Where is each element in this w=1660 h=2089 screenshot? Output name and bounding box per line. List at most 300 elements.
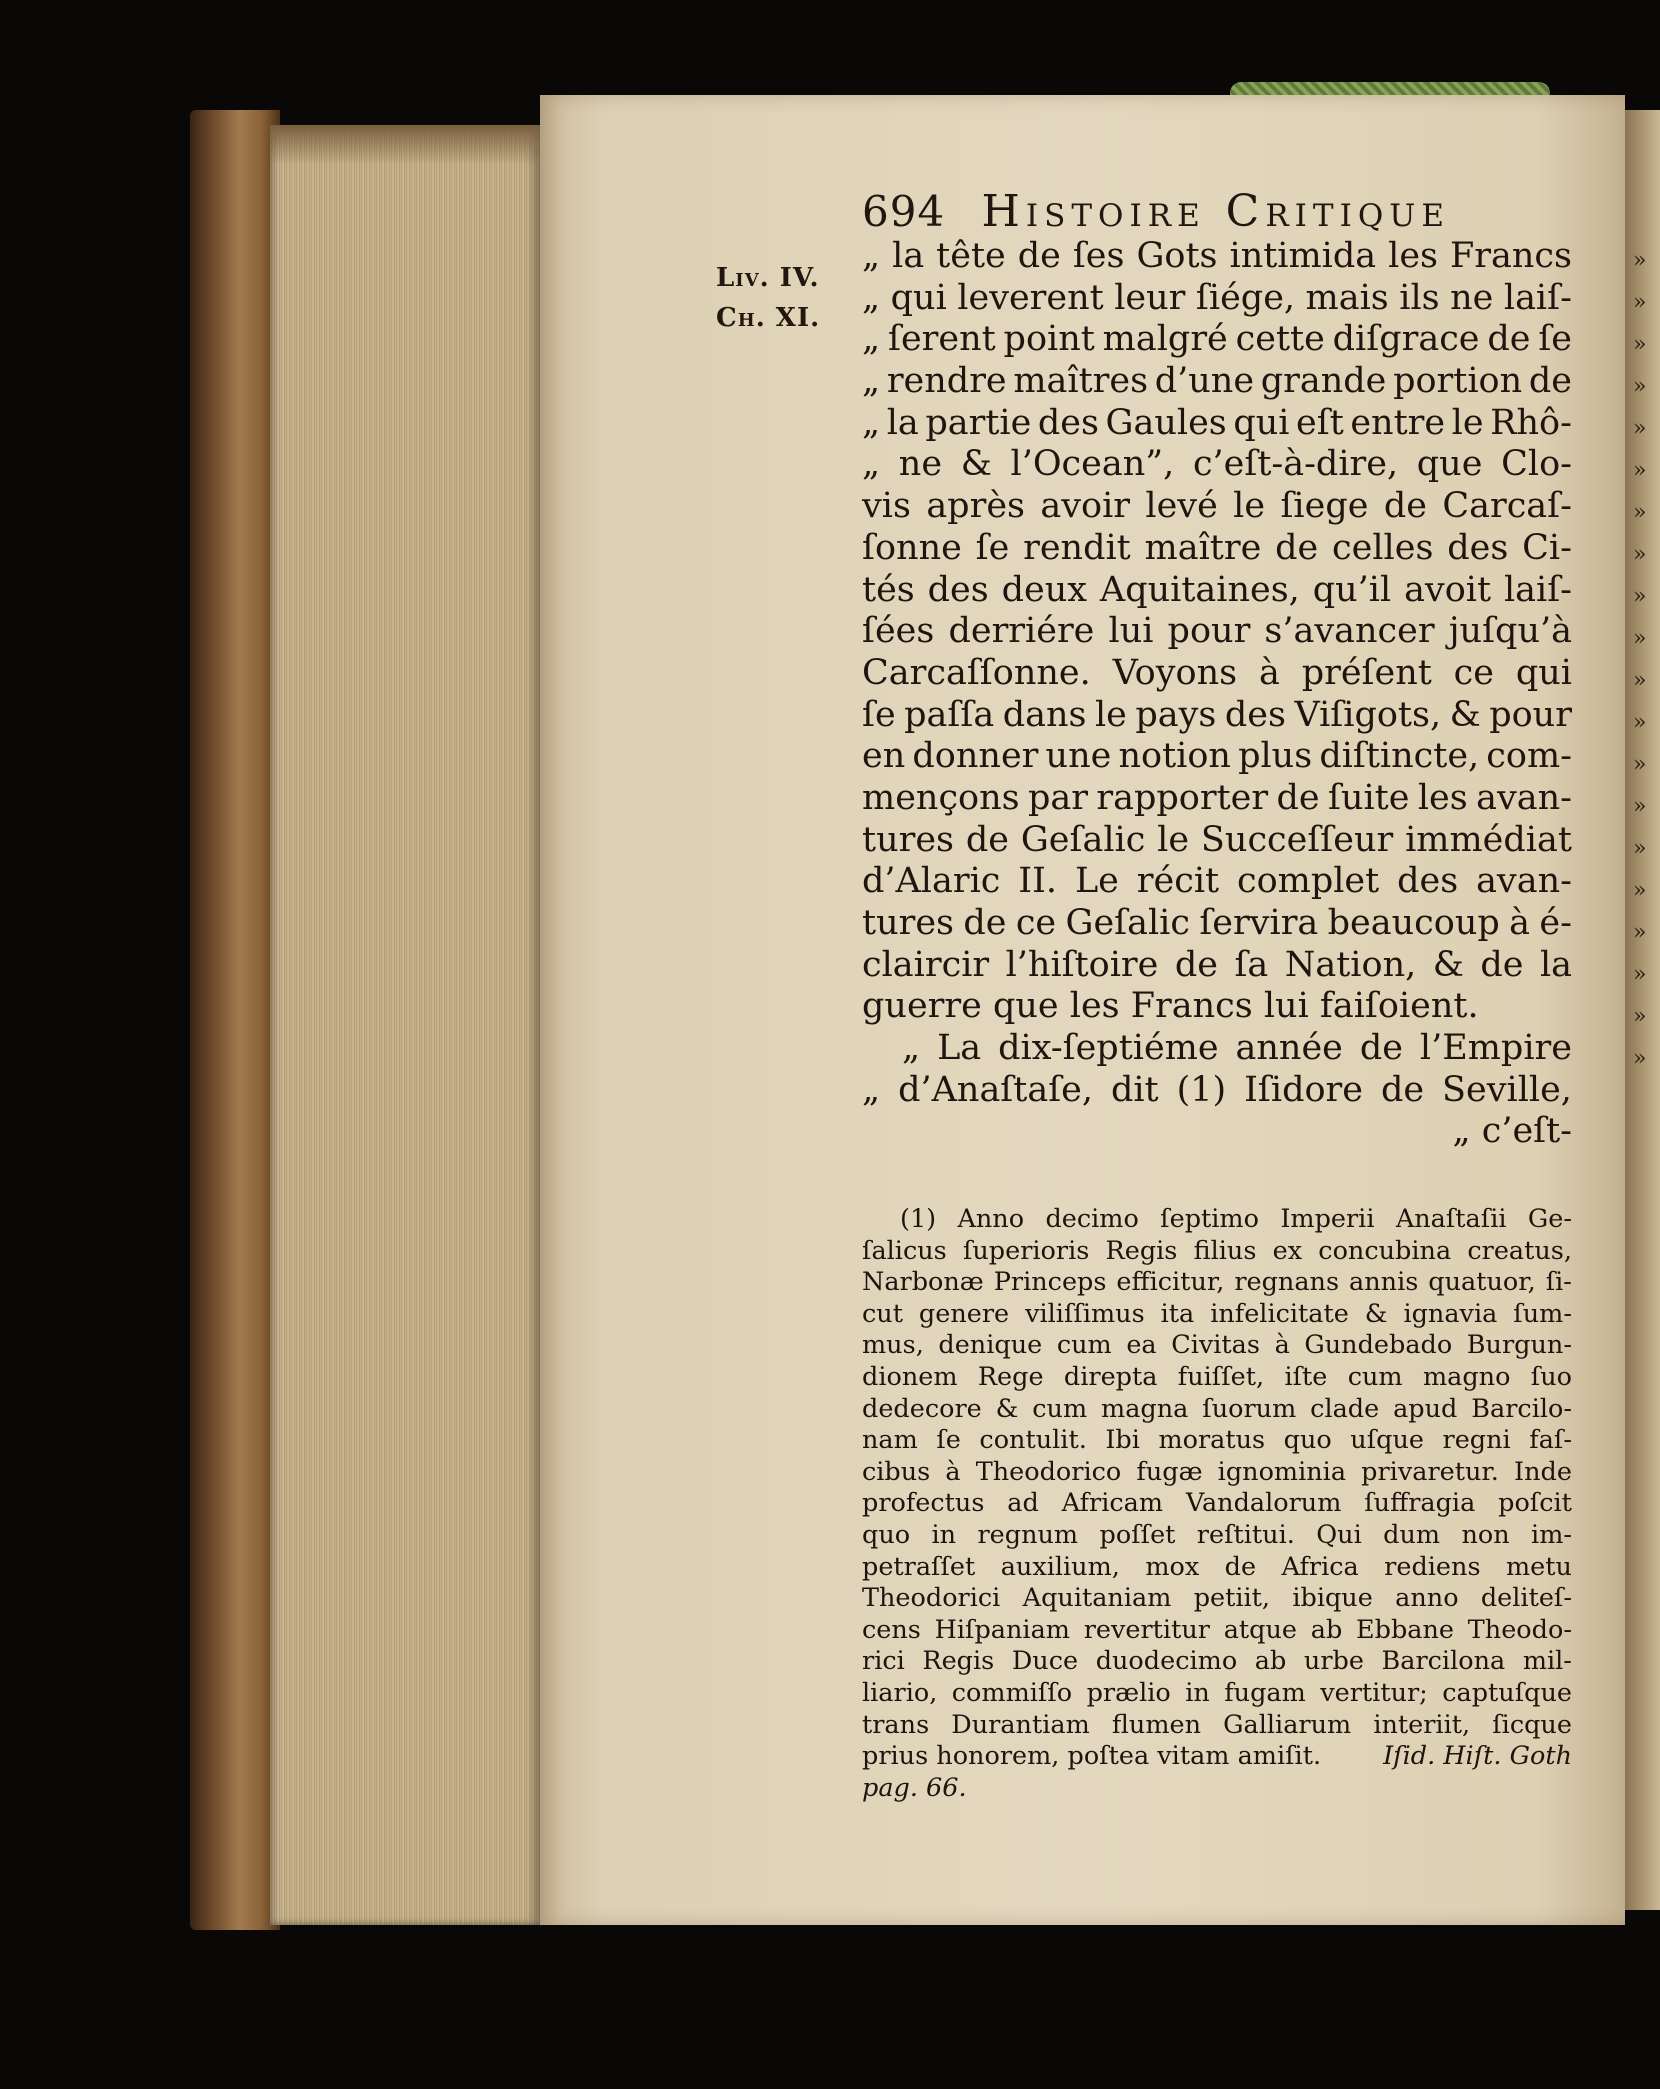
word: trans xyxy=(862,1709,930,1740)
footnote-citation-page: pag. 66. xyxy=(862,1772,967,1803)
word: contulit. xyxy=(979,1425,1087,1456)
word: en xyxy=(862,736,906,777)
text-line xyxy=(862,486,1572,528)
word: Gundebado xyxy=(1304,1330,1453,1361)
word: ſi- xyxy=(1545,1267,1572,1298)
word: Aquitaniam xyxy=(1022,1583,1172,1614)
word: grande xyxy=(1260,361,1387,402)
word: cut xyxy=(862,1298,903,1329)
word: le xyxy=(1233,486,1266,527)
text-line xyxy=(862,1583,1572,1615)
word: ſuorum xyxy=(1202,1393,1297,1424)
word: de xyxy=(1528,361,1572,402)
text-line xyxy=(862,1070,1572,1112)
word: la xyxy=(1539,944,1572,985)
word: Princeps xyxy=(993,1267,1107,1298)
word: Seville, xyxy=(1442,1069,1572,1110)
word: ſeptimo xyxy=(1160,1204,1259,1234)
word: moratus xyxy=(1158,1425,1266,1456)
word: pour xyxy=(1167,611,1251,652)
word: Regis xyxy=(922,1646,995,1677)
word: Voyons xyxy=(1112,652,1238,693)
marginal-book: Liv. IV. xyxy=(716,263,820,293)
footnote-line xyxy=(862,1741,1572,1773)
word: & xyxy=(960,444,992,485)
word: des xyxy=(1224,694,1286,735)
word: de xyxy=(1174,944,1218,985)
word: duodecimo xyxy=(1095,1646,1238,1677)
word: ſiege xyxy=(1280,486,1369,527)
text-line xyxy=(862,528,1572,570)
word: mox xyxy=(1145,1551,1200,1582)
word: avan- xyxy=(1476,861,1572,902)
word: dionem xyxy=(862,1361,958,1392)
word: laiſ- xyxy=(1503,277,1572,318)
word: Vandalorum xyxy=(1185,1488,1342,1519)
word: préſent xyxy=(1301,652,1432,693)
word: Africa xyxy=(1281,1551,1359,1582)
word: ſum- xyxy=(1513,1298,1572,1329)
word: Durantiam xyxy=(951,1709,1090,1740)
word: derriére xyxy=(948,611,1095,652)
word: quo xyxy=(862,1519,911,1550)
word: Francs xyxy=(1450,236,1572,276)
word: nam xyxy=(862,1425,918,1456)
word: efficitur, xyxy=(1116,1267,1225,1298)
word: des xyxy=(1397,861,1459,902)
footnote xyxy=(862,1204,1572,1804)
quote-mark: » xyxy=(1633,878,1647,903)
word: Inde xyxy=(1514,1456,1572,1487)
word: notion xyxy=(1118,736,1231,777)
word: de xyxy=(1480,944,1524,985)
word: Ebbane xyxy=(1356,1614,1455,1645)
word: Carcaſ- xyxy=(1442,486,1572,527)
text-line xyxy=(862,736,1572,778)
word: point xyxy=(1003,319,1095,360)
word: & xyxy=(1449,694,1481,735)
word: direpta xyxy=(1063,1361,1158,1392)
word: des xyxy=(927,569,989,610)
word: fugæ xyxy=(1136,1456,1203,1487)
text-line xyxy=(862,444,1572,486)
word: de xyxy=(965,819,1009,860)
text-line xyxy=(862,1267,1572,1299)
word: avoit xyxy=(1404,569,1492,610)
word: leverent xyxy=(957,277,1104,318)
word: que xyxy=(1416,444,1483,485)
word: La xyxy=(937,1028,982,1069)
text-line xyxy=(862,1520,1572,1552)
word: ſe xyxy=(862,694,896,735)
word: Ge- xyxy=(1527,1204,1572,1234)
word: deux xyxy=(1001,569,1088,610)
text-line xyxy=(862,1678,1572,1710)
word: Iſidore xyxy=(1244,1069,1364,1110)
word: commiſſo xyxy=(951,1677,1073,1708)
word: genere xyxy=(918,1298,1010,1329)
word: ſalicus xyxy=(862,1235,947,1266)
word: diſgrace xyxy=(1332,319,1480,360)
word: ne xyxy=(898,444,943,485)
word: Anno xyxy=(957,1204,1025,1234)
word: juſqu’à xyxy=(1448,611,1572,652)
word: plus xyxy=(1238,736,1313,777)
word: cum xyxy=(1032,1393,1088,1424)
word: decimo xyxy=(1045,1204,1139,1234)
text-line xyxy=(862,1552,1572,1584)
word: regni xyxy=(1442,1425,1511,1456)
word: ſes xyxy=(1072,236,1125,276)
quote-mark: » xyxy=(1633,416,1647,441)
word: maîtres xyxy=(1013,361,1149,402)
word: Anaſtaſii xyxy=(1395,1204,1507,1234)
quote-mark: » xyxy=(1633,458,1647,483)
word: Geſalic xyxy=(1065,903,1190,943)
text-line xyxy=(862,570,1572,612)
word: uſque xyxy=(1350,1425,1424,1456)
word: mais xyxy=(1305,277,1389,318)
word: regnans xyxy=(1234,1267,1340,1298)
word: mus, xyxy=(862,1330,924,1361)
word: Carcaſſonne. xyxy=(862,652,1091,693)
word: ibique xyxy=(1292,1583,1373,1614)
word: Qui xyxy=(1316,1519,1362,1550)
quote-mark: » xyxy=(1633,542,1647,567)
word: ea xyxy=(1126,1330,1157,1361)
text-line xyxy=(862,1028,1572,1070)
word: malgré xyxy=(1102,319,1228,360)
text-line xyxy=(862,1615,1572,1647)
word: avoir xyxy=(1040,486,1131,527)
word: & xyxy=(1432,944,1464,985)
word: ils xyxy=(1399,277,1440,318)
word: quo xyxy=(1283,1425,1332,1456)
word: paſſa xyxy=(904,694,995,735)
word: dum xyxy=(1383,1519,1441,1550)
line-text: guerre que les Francs lui faiſoient. xyxy=(862,986,1479,1027)
word: ſe xyxy=(975,527,1010,568)
word: mençons xyxy=(862,777,1020,818)
text-line xyxy=(862,1457,1572,1489)
word: captuſque xyxy=(1442,1677,1572,1708)
word: filius xyxy=(1193,1235,1257,1266)
word: les xyxy=(1417,777,1468,818)
word: ſa xyxy=(1234,944,1269,985)
quote-mark: » xyxy=(1633,626,1647,651)
word: récit xyxy=(1136,861,1220,902)
word: beaucoup xyxy=(1327,903,1500,943)
word: iſte xyxy=(1284,1361,1328,1392)
word: l’Ocean”, xyxy=(1010,444,1175,485)
word: mil- xyxy=(1522,1646,1572,1677)
text-line xyxy=(862,861,1572,903)
text-line xyxy=(862,611,1572,653)
word: après xyxy=(926,486,1025,527)
word: dedecore xyxy=(862,1393,982,1424)
word: com- xyxy=(1486,736,1572,777)
quote-mark: » xyxy=(1633,668,1647,693)
word: & xyxy=(1364,1298,1388,1329)
word: ſicque xyxy=(1492,1709,1572,1740)
word: é- xyxy=(1539,903,1572,943)
word: interiit, xyxy=(1373,1709,1471,1740)
word: tures xyxy=(862,819,955,860)
word: clade xyxy=(1310,1393,1380,1424)
word: infelicitate xyxy=(1210,1298,1349,1329)
word: „ xyxy=(862,277,881,318)
word: maître xyxy=(1144,527,1262,568)
text-line xyxy=(862,1299,1572,1331)
word: entre xyxy=(1350,402,1446,443)
word: Theodorici xyxy=(862,1583,1001,1614)
word: poſcit xyxy=(1498,1488,1572,1519)
quote-mark: » xyxy=(1633,962,1647,987)
quote-mark: » xyxy=(1633,500,1647,525)
page-number: 694 xyxy=(862,187,946,236)
word: qu’il xyxy=(1312,569,1392,610)
footnote-text: prius honorem, poſtea vitam amiſit. xyxy=(862,1741,1322,1772)
word: tête xyxy=(936,236,1006,276)
word: cum xyxy=(1056,1330,1112,1361)
word: viliſſimus xyxy=(1025,1298,1145,1329)
word: ſuperioris xyxy=(962,1235,1090,1266)
word: ſe xyxy=(936,1425,961,1456)
word: le xyxy=(1094,694,1127,735)
word: revertitur xyxy=(1083,1614,1210,1645)
text-line xyxy=(862,1330,1572,1362)
word: pays xyxy=(1135,694,1217,735)
word: le xyxy=(1451,402,1484,443)
word: c’eſt-à-dire, xyxy=(1192,444,1399,485)
text-line xyxy=(862,695,1572,737)
word: Succeſſeur xyxy=(1200,819,1394,860)
word: qui xyxy=(1233,402,1290,443)
word: de xyxy=(1276,777,1320,818)
word: magna xyxy=(1101,1393,1189,1424)
word: ab xyxy=(1254,1646,1287,1677)
word: ce xyxy=(1453,652,1494,693)
word: atque xyxy=(1223,1614,1297,1645)
word: donner xyxy=(912,736,1039,777)
text-line xyxy=(862,236,1572,278)
word: la xyxy=(892,236,925,276)
word: ſe xyxy=(1538,319,1572,360)
text-line xyxy=(862,361,1572,403)
word: II. xyxy=(1018,861,1058,902)
word: ſiége, xyxy=(1195,277,1296,318)
word: Burgun- xyxy=(1466,1330,1572,1361)
word: à xyxy=(1509,903,1531,943)
word: des xyxy=(1037,402,1099,443)
text-line xyxy=(862,653,1572,695)
word: dit xyxy=(1110,1069,1159,1110)
word: rendre xyxy=(886,361,1007,402)
word: (1) xyxy=(1176,1069,1227,1110)
quote-mark: » xyxy=(1633,1046,1647,1071)
text-line xyxy=(862,820,1572,862)
word: levé xyxy=(1145,486,1218,527)
word: annis xyxy=(1349,1267,1419,1298)
word: Gots xyxy=(1136,236,1218,276)
word: ce xyxy=(1015,903,1057,943)
word: cum xyxy=(1347,1361,1403,1392)
word: ad xyxy=(1007,1488,1039,1519)
quote-mark: » xyxy=(1633,332,1647,357)
word: regnum xyxy=(977,1519,1079,1550)
book-spine xyxy=(190,110,280,1930)
word: Nation, xyxy=(1284,944,1417,985)
word: Aquitaines, xyxy=(1099,569,1300,610)
word: Le xyxy=(1074,861,1119,902)
word: de xyxy=(1017,236,1061,276)
word: Theodorico xyxy=(975,1456,1122,1487)
word: Duce xyxy=(1011,1646,1079,1677)
word: à xyxy=(945,1456,961,1487)
text-line xyxy=(862,903,1572,945)
word: à xyxy=(1274,1330,1290,1361)
word: de xyxy=(1224,1551,1257,1582)
word: Barcilona xyxy=(1381,1646,1506,1677)
text-line xyxy=(862,945,1572,987)
word: par xyxy=(1028,777,1089,818)
word: claircir xyxy=(862,944,990,985)
word: Civitas xyxy=(1171,1330,1260,1361)
word: de xyxy=(963,903,1007,943)
word: ſervira xyxy=(1199,903,1319,943)
word: année xyxy=(1235,1028,1343,1069)
word: „ xyxy=(862,236,881,276)
text-line xyxy=(862,1394,1572,1426)
catchword: „ c’eſt- xyxy=(1452,1111,1572,1152)
word: d’une xyxy=(1154,361,1255,402)
word: Rhô- xyxy=(1490,402,1572,443)
word: tures xyxy=(862,903,955,943)
word: rapporter xyxy=(1096,777,1269,818)
word: privaretur. xyxy=(1361,1456,1499,1487)
word: dans xyxy=(1002,694,1087,735)
word: Viſigots, xyxy=(1294,694,1442,735)
word: ſuo xyxy=(1530,1361,1572,1392)
text-line xyxy=(862,1362,1572,1394)
page-edges xyxy=(270,125,540,1925)
word: anno xyxy=(1395,1583,1459,1614)
quote-mark: » xyxy=(1633,374,1647,399)
word: im- xyxy=(1531,1519,1572,1550)
word: Barcilo- xyxy=(1471,1393,1572,1424)
word: vertitur; xyxy=(1320,1677,1428,1708)
word: avan- xyxy=(1476,777,1572,818)
word: le xyxy=(1157,819,1190,860)
word: creatus, xyxy=(1467,1235,1572,1266)
quote-mark: » xyxy=(1633,584,1647,609)
word: rici xyxy=(862,1646,905,1677)
word: l’Empire xyxy=(1419,1028,1572,1069)
word: pour xyxy=(1489,694,1572,735)
word: liario, xyxy=(862,1677,938,1708)
word: une xyxy=(1045,736,1112,777)
word: profectus xyxy=(862,1488,985,1519)
word: & xyxy=(995,1393,1019,1424)
word: de xyxy=(1380,1069,1425,1110)
word: fuiſſet, xyxy=(1177,1361,1265,1392)
word: concubina xyxy=(1318,1235,1452,1266)
quote-mark: » xyxy=(1633,1004,1647,1029)
word: qui xyxy=(1515,652,1572,693)
word: flumen xyxy=(1111,1709,1202,1740)
word: Narbonæ xyxy=(862,1267,984,1298)
word: non xyxy=(1461,1519,1510,1550)
word: ſuite xyxy=(1327,777,1410,818)
word: (1) xyxy=(900,1204,937,1234)
word: d’Anaſtaſe, xyxy=(898,1069,1093,1110)
word: complet xyxy=(1236,861,1380,902)
quote-mark: » xyxy=(1633,920,1647,945)
word: eſt xyxy=(1296,402,1344,443)
word: rediens xyxy=(1384,1551,1481,1582)
word: de xyxy=(1359,1028,1403,1069)
word: ab xyxy=(1310,1614,1343,1645)
word: cette xyxy=(1235,319,1325,360)
word: cibus xyxy=(862,1456,931,1487)
word: des xyxy=(1447,527,1509,568)
word: fugam xyxy=(1224,1677,1306,1708)
word: intimida xyxy=(1229,236,1377,276)
word: „ xyxy=(862,402,881,443)
word: rendit xyxy=(1023,527,1131,568)
word: ita xyxy=(1160,1298,1195,1329)
word: quatuor, xyxy=(1428,1267,1536,1298)
word: cens xyxy=(862,1614,921,1645)
word: celles xyxy=(1332,527,1434,568)
word: Galliarum xyxy=(1223,1709,1352,1740)
word: les xyxy=(1388,236,1439,276)
word: Rege xyxy=(977,1361,1044,1392)
word: s’avancer xyxy=(1264,611,1435,652)
word: qui xyxy=(890,277,947,318)
footnote-citation: Iſid. Hiſt. Goth xyxy=(1383,1741,1572,1772)
text-line xyxy=(862,986,1572,1028)
word: „ xyxy=(862,319,881,360)
word: ignominia xyxy=(1217,1456,1347,1487)
word: magno xyxy=(1422,1361,1511,1392)
word: vis xyxy=(862,486,911,527)
word: „ xyxy=(862,1069,881,1110)
word: dix-ſeptiéme xyxy=(998,1028,1219,1069)
text-line xyxy=(862,1646,1572,1678)
word: urbe xyxy=(1303,1646,1364,1677)
word: de xyxy=(1487,319,1531,360)
word: in xyxy=(1185,1677,1210,1708)
word: diſtincte, xyxy=(1319,736,1480,777)
word: Africam xyxy=(1061,1488,1164,1519)
word: tés xyxy=(862,569,915,610)
marginal-chapter: Ch. XI. xyxy=(716,303,821,333)
running-title: Histoire Critique xyxy=(981,186,1451,237)
word: laiſ- xyxy=(1503,569,1572,610)
word: la xyxy=(886,402,919,443)
word: metu xyxy=(1505,1551,1572,1582)
word: lui xyxy=(1108,611,1154,652)
word: Theodo- xyxy=(1467,1614,1572,1645)
word: Ibi xyxy=(1105,1425,1140,1456)
word: „ xyxy=(902,1028,921,1069)
text-line xyxy=(862,403,1572,445)
word: portion xyxy=(1393,361,1523,402)
quote-mark: » xyxy=(1633,752,1647,777)
word: denique xyxy=(938,1330,1043,1361)
facing-page-quote-marks xyxy=(1633,248,1646,1088)
